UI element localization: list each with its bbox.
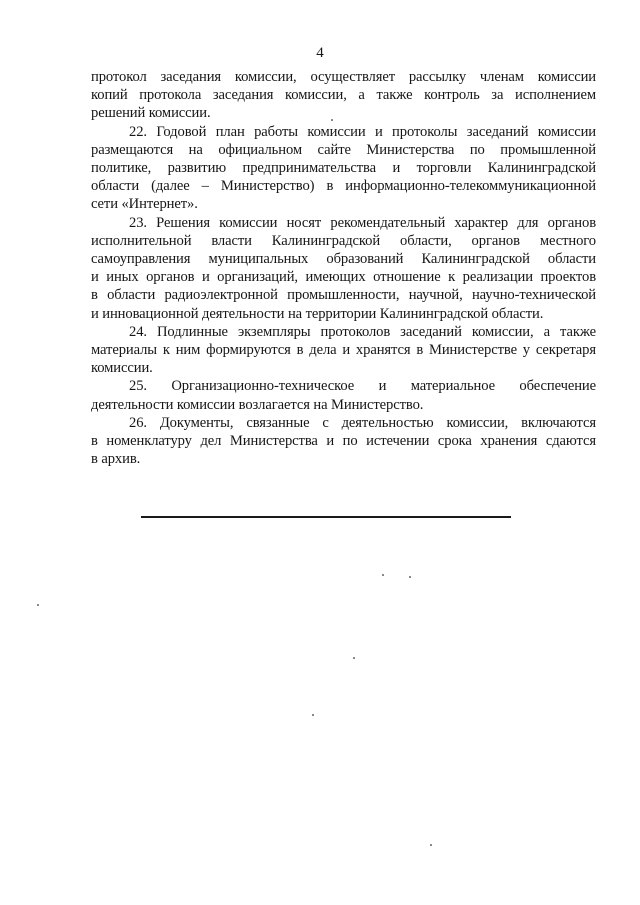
text-line: размещаются на официальном сайте Министерства по промышленной	[91, 141, 596, 158]
text-line: сети «Интернет».	[91, 196, 198, 213]
text-line: 24. Подлинные экземпляры протоколов заседаний комиссии, а также	[129, 323, 596, 340]
scan-speck	[37, 604, 39, 606]
text-line: и инновационной деятельности на территории Калининградской области.	[91, 305, 544, 322]
scan-speck	[409, 576, 411, 578]
text-line: 25. Организационно-техническое и материальное обеспечение	[129, 378, 596, 395]
text-line: политике, развитию предпринимательства и торговли Калининградской	[91, 160, 596, 177]
text-line: в архив.	[91, 451, 141, 468]
end-of-document-rule	[141, 516, 511, 518]
scan-speck	[382, 574, 384, 576]
scan-speck	[430, 844, 432, 846]
text-line: самоуправления муниципальных образований Калининградской области	[91, 251, 596, 268]
text-line: решений комиссии.	[91, 105, 211, 122]
paragraph-25	[91, 377, 596, 413]
text-line: протокол заседания комиссии, осуществляет рассылку членам комиссии	[91, 69, 596, 85]
text-line: 23. Решения комиссии носят рекомендательный характер для органов	[129, 214, 596, 231]
text-line: материалы к ним формируются в дела и хранятся в Министерстве у секретаря	[91, 342, 596, 359]
text-line: деятельности комиссии возлагается на Министерство.	[91, 396, 424, 413]
scan-speck	[331, 119, 333, 121]
text-line: и иных органов и организаций, имеющих отношение к реализации проектов	[91, 269, 596, 286]
paragraph-24	[91, 323, 596, 378]
scan-speck	[353, 657, 355, 659]
text-line: копий протокола заседания комиссии, а также контроль за исполнением	[91, 87, 596, 104]
text-line: области (далее – Министерство) в информационно-телекоммуникационной	[91, 178, 596, 195]
text-line: 26. Документы, связанные с деятельностью комиссии, включаются	[129, 414, 596, 431]
text-line: в номенклатуру дел Министерства и по истечении срока хранения сдаются	[91, 433, 596, 450]
paragraph-continued	[91, 68, 596, 123]
paragraph-23	[91, 214, 596, 323]
text-line: в области радиоэлектронной промышленности, научной, научно-технической	[91, 287, 596, 304]
page-number: 4	[316, 45, 324, 61]
text-line: комиссии.	[91, 360, 153, 377]
text-line: 22. Годовой план работы комиссии и протоколы заседаний комиссии	[129, 123, 596, 140]
scan-speck	[312, 714, 314, 716]
document-body	[91, 68, 596, 468]
paragraph-22	[91, 123, 596, 214]
paragraph-26	[91, 414, 596, 469]
text-line: исполнительной власти Калининградской области, органов местного	[91, 232, 596, 249]
